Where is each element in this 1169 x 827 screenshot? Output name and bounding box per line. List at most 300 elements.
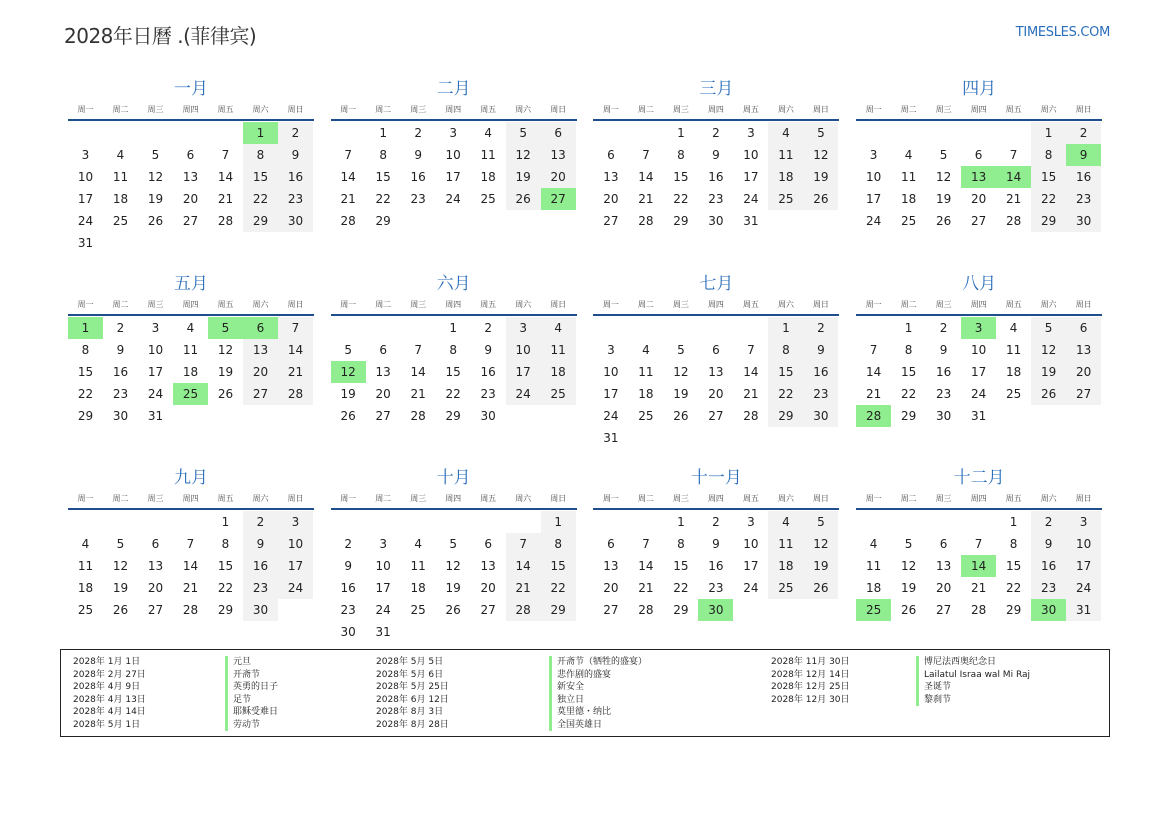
day-cell: 21 [638,192,654,206]
day-cell: 27 [147,603,164,617]
day-cell: 18 [768,555,803,577]
day-cell: 26 [147,214,164,228]
day-cell: 21 [638,581,654,595]
weekday-label: 周六 [777,299,794,309]
day-cell: 25 [900,214,917,228]
day-cell: 18 [768,166,803,188]
day-cell: 2 [1031,511,1066,533]
day-cell: 22 [541,577,576,599]
day-cell: 18 [865,581,882,595]
weekday-label: 周六 [252,105,269,114]
day-cell: 11 [112,170,129,184]
holiday-date: 2028年 11月 30日 [771,657,850,667]
day-cell: 15 [1005,559,1022,573]
weekday-label: 周日 [287,299,304,309]
weekday-label: 周五 [217,299,234,309]
day-cell: 5 [803,122,838,144]
day-cell: 13 [147,559,164,573]
day-cell: 23 [340,603,356,617]
day-cell: 26 [506,188,541,210]
weekday-header [331,493,577,505]
weekday-header [68,299,314,311]
weekday-label: 周五 [1005,494,1022,503]
day-cell: 3 [1066,511,1101,533]
day-cell: 1 [541,511,576,533]
month-block [68,74,314,254]
weekday-label: 周五 [480,494,497,503]
holiday-dates-column [771,656,850,706]
month-block [856,74,1102,254]
day-cell: 5 [116,537,125,551]
day-cell: 9 [939,342,948,357]
day-cell: 11 [410,559,426,573]
weekday-label: 周一 [865,299,882,309]
day-cell: 6 [607,148,615,162]
day-cell: 17 [603,386,619,401]
day-cell: 22 [768,383,803,405]
day-cell: 7 [642,537,650,551]
day-cell: 7 [414,342,422,357]
day-cell: 2 [414,126,422,140]
holiday-list [60,649,1110,737]
day-cell: 22 [673,192,689,206]
weekday-label: 周日 [287,494,304,503]
day-cell: 13 [375,364,391,379]
day-cell: 27 [603,603,619,617]
day-cell: 28 [506,599,541,621]
day-cell: 17 [77,192,94,206]
weekday-label: 周三 [672,299,689,309]
day-cell: 4 [1009,320,1018,335]
day-cell: 8 [904,342,913,357]
day-cell: 16 [708,559,724,573]
holiday-date: 2028年 5月 5日 [376,657,444,667]
day-cell: 17 [743,170,759,184]
day-cell: 14 [217,170,234,184]
day-cell: 8 [677,537,685,551]
day-cell: 27 [708,408,724,423]
day-cell: 15 [445,364,461,379]
day-cell: 5 [344,342,352,357]
holiday-names-column [549,656,647,731]
header-rule [68,314,314,316]
weekday-header [856,104,1102,116]
day-cell: 10 [603,364,619,379]
day-cell: 7 [221,148,230,162]
weekday-label: 周三 [672,105,689,114]
day-cell: 9 [1031,533,1066,555]
day-cell: 16 [803,361,838,383]
day-cell: 12 [673,364,689,379]
day-cell: 4 [484,126,492,140]
day-cell: 11 [182,342,199,357]
day-cell: 4 [768,511,803,533]
day-cell: 28 [340,214,356,228]
day-cell: 30 [480,408,496,423]
brand-link[interactable]: TIMESLES.COM [1015,25,1110,40]
day-cell: 10 [1066,533,1101,555]
day-cell: 3 [449,126,457,140]
weekday-header [68,104,314,116]
holiday-day-cell: 30 [698,599,733,621]
day-cell: 2 [712,515,720,529]
day-cell: 5 [151,148,160,162]
day-cell: 1 [1009,515,1018,529]
day-cell: 28 [638,214,654,228]
day-cell: 3 [379,537,387,551]
day-cell: 3 [506,317,541,339]
day-cell: 8 [1009,537,1018,551]
day-cell: 6 [151,537,160,551]
month-name: 七月 [699,273,734,294]
day-cell: 20 [603,192,619,206]
day-cell: 21 [865,386,882,401]
holiday-date: 2028年 8月 28日 [376,719,449,730]
day-cell: 10 [506,339,541,361]
day-cell: 10 [445,148,461,162]
day-cell: 8 [379,148,387,162]
day-cell: 3 [869,148,878,162]
day-cell: 16 [112,364,129,379]
day-cell: 28 [743,408,759,423]
day-cell: 8 [677,148,685,162]
weekday-label: 周四 [707,299,724,309]
weekday-label: 周四 [445,299,462,309]
day-cell: 6 [974,148,983,162]
weekday-header [593,299,839,311]
day-cell: 2 [803,317,838,339]
day-cell: 19 [445,581,461,595]
month-block [856,269,1102,449]
header-rule [856,119,1102,121]
day-cell: 7 [278,317,313,339]
day-cell: 12 [1031,339,1066,361]
weekday-header [856,493,1102,505]
day-cell: 6 [939,537,948,551]
holiday-day-cell: 30 [1031,599,1066,621]
day-cell: 19 [803,555,838,577]
holiday-day-cell: 6 [243,317,278,339]
day-cell: 25 [77,603,94,617]
day-cell: 21 [506,577,541,599]
weekday-label: 周三 [672,494,689,503]
month-name: 十一月 [690,468,742,488]
day-cell: 16 [935,364,952,379]
holiday-dates-column [73,656,146,731]
day-cell: 7 [344,148,352,162]
weekday-label: 周二 [375,494,392,503]
day-cell: 3 [607,342,615,357]
day-cell: 14 [182,559,199,573]
day-cell: 12 [803,533,838,555]
day-cell: 4 [642,342,650,357]
weekday-label: 周二 [900,299,917,309]
day-cell: 26 [217,386,234,401]
day-cell: 14 [410,364,426,379]
weekday-header [331,104,577,116]
day-cell: 26 [935,214,952,228]
day-cell: 3 [747,126,755,140]
day-cell: 29 [768,405,803,427]
day-cell: 9 [712,537,720,551]
day-cell: 21 [340,192,356,206]
day-cell: 3 [278,511,313,533]
weekday-label: 周六 [777,105,794,114]
day-cell: 29 [1005,603,1022,617]
weekday-label: 周五 [742,299,759,309]
day-cell: 8 [768,339,803,361]
day-cell: 19 [506,166,541,188]
day-cell: 30 [112,408,129,423]
weekday-label: 周三 [147,299,164,309]
weekday-label: 周日 [812,494,829,503]
weekday-label: 周一 [602,299,619,309]
day-cell: 26 [900,603,917,617]
month-block [593,74,839,254]
weekday-label: 周二 [900,105,917,114]
header-rule [331,314,577,316]
day-cell: 29 [445,408,461,423]
day-cell: 29 [673,214,689,228]
day-cell: 11 [480,148,496,162]
day-cell: 9 [116,342,125,357]
weekday-label: 周三 [935,299,952,309]
day-cell: 23 [708,581,724,595]
day-cell: 22 [375,192,391,206]
day-cell: 22 [1031,188,1066,210]
day-cell: 26 [445,603,461,617]
day-cell: 24 [865,214,882,228]
holiday-day-cell: 14 [996,166,1031,188]
day-cell: 15 [77,364,94,379]
month-name: 九月 [174,468,208,488]
day-cell: 20 [182,192,199,206]
day-cell: 25 [768,188,803,210]
day-cell: 17 [743,559,759,573]
holiday-name: 劳动节 [233,719,261,730]
day-cell: 20 [243,361,278,383]
day-cell: 24 [278,577,313,599]
weekday-label: 周二 [900,494,917,503]
weekday-label: 周六 [515,494,532,503]
day-cell: 25 [480,192,496,206]
day-cell: 26 [1031,383,1066,405]
day-cell: 17 [506,361,541,383]
day-cell: 8 [541,533,576,555]
day-cell: 26 [803,188,838,210]
day-cell: 25 [112,214,129,228]
holiday-day-cell: 5 [208,317,243,339]
day-cell: 9 [344,559,352,573]
day-cell: 19 [1031,361,1066,383]
day-cell: 24 [603,408,619,423]
day-cell: 12 [935,170,952,184]
day-cell: 1 [904,320,913,335]
day-cell: 28 [970,603,987,617]
day-cell: 22 [217,581,234,595]
day-cell: 12 [445,559,461,573]
day-cell: 6 [379,342,387,357]
day-cell: 16 [1066,166,1101,188]
day-cell: 1 [677,126,685,140]
day-cell: 20 [480,581,496,595]
weekday-label: 周五 [1005,105,1022,114]
weekday-label: 周五 [480,105,497,114]
day-cell: 17 [445,170,461,184]
day-cell: 9 [803,339,838,361]
day-cell: 18 [410,581,426,595]
weekday-label: 周三 [935,105,952,114]
day-cell: 20 [541,166,576,188]
month-name: 一月 [174,79,208,99]
holiday-date: 2028年 2月 27日 [73,669,146,680]
day-cell: 13 [708,364,724,379]
day-cell: 2 [939,320,948,335]
holiday-date: 2028年 12月 30日 [771,694,850,705]
holiday-name: 新安全 [557,682,585,692]
day-cell: 10 [743,537,759,551]
day-cell: 27 [970,214,987,228]
weekday-label: 周一 [602,105,619,114]
weekday-label: 周日 [1075,105,1092,114]
holiday-day-cell: 27 [541,188,576,210]
holiday-day-cell: 9 [1066,144,1101,166]
day-cell: 15 [768,361,803,383]
holiday-day-cell: 13 [961,166,996,188]
day-cell: 21 [743,386,759,401]
weekday-label: 周五 [742,105,759,114]
day-cell: 8 [449,342,457,357]
day-cell: 21 [217,192,234,206]
day-cell: 24 [1066,577,1101,599]
weekday-label: 周六 [515,105,532,114]
header-rule [68,119,314,121]
header-rule [331,508,577,510]
weekday-label: 周日 [812,105,829,114]
day-cell: 30 [278,210,313,232]
day-cell: 17 [865,192,882,206]
day-cell: 22 [77,386,94,401]
weekday-label: 周一 [77,494,94,503]
holiday-name: 元旦 [233,657,252,667]
day-cell: 13 [603,559,619,573]
month-name: 十月 [436,468,471,488]
day-cell: 8 [81,342,90,357]
holiday-name: 全国英雄日 [557,719,603,730]
day-cell: 31 [743,214,759,228]
day-cell: 29 [1031,210,1066,232]
day-cell: 21 [278,361,313,383]
day-cell: 14 [278,339,313,361]
holiday-day-cell: 25 [173,383,208,405]
day-cell: 16 [243,555,278,577]
weekday-label: 周四 [182,494,199,503]
weekday-label: 周二 [112,105,129,114]
day-cell: 23 [410,192,426,206]
header-rule [593,508,839,510]
day-cell: 23 [803,383,838,405]
day-cell: 5 [449,537,457,551]
day-cell: 12 [900,559,917,573]
weekday-label: 周六 [515,299,532,309]
day-cell: 11 [768,533,803,555]
weekday-label: 周六 [1040,494,1057,503]
month-name: 八月 [962,273,997,294]
weekday-label: 周二 [112,494,129,503]
day-cell: 13 [182,170,199,184]
day-cell: 31 [147,408,164,423]
holiday-dates-column [376,656,449,731]
day-cell: 4 [541,317,576,339]
day-cell: 7 [506,533,541,555]
day-cell: 21 [970,581,987,595]
weekday-label: 周五 [217,105,234,114]
weekday-label: 周一 [865,494,882,503]
day-cell: 24 [77,214,94,228]
day-cell: 8 [243,144,278,166]
day-cell: 23 [1031,577,1066,599]
day-cell: 10 [147,342,164,357]
weekday-label: 周六 [252,299,269,309]
day-cell: 29 [217,603,234,617]
day-cell: 23 [243,577,278,599]
weekday-header [68,493,314,505]
holiday-date: 2028年 4月 13日 [73,694,146,705]
day-cell: 29 [541,599,576,621]
day-cell: 4 [116,148,125,162]
month-block [593,269,839,449]
day-cell: 2 [1066,122,1101,144]
holiday-day-cell: 12 [331,361,366,383]
weekday-label: 周五 [217,494,234,503]
holiday-date: 2028年 1月 1日 [73,657,141,667]
holiday-day-cell: 14 [961,555,996,577]
header-rule [593,314,839,316]
day-cell: 23 [480,386,496,401]
holiday-names-column [225,656,278,731]
day-cell: 7 [747,342,755,357]
day-cell: 11 [541,339,576,361]
day-cell: 7 [642,148,650,162]
month-block [68,269,314,449]
holiday-name: 开斋节 [233,669,261,680]
day-cell: 11 [77,559,94,573]
day-cell: 30 [803,405,838,427]
day-cell: 17 [147,364,164,379]
weekday-label: 周四 [445,105,462,114]
holiday-date: 2028年 4月 14日 [73,707,146,717]
day-cell: 5 [939,148,948,162]
day-cell: 8 [221,537,230,551]
day-cell: 12 [112,559,129,573]
weekday-label: 周三 [935,494,952,503]
day-cell: 25 [1005,386,1022,401]
day-cell: 22 [1005,581,1022,595]
holiday-day-cell: 1 [243,122,278,144]
weekday-label: 周日 [287,105,304,114]
weekday-label: 周四 [182,105,199,114]
day-cell: 7 [974,537,983,551]
day-cell: 23 [935,386,952,401]
day-cell: 24 [506,383,541,405]
day-cell: 18 [638,386,654,401]
day-cell: 10 [970,342,987,357]
day-cell: 31 [603,430,619,445]
holiday-date: 2028年 6月 12日 [376,694,449,705]
weekday-label: 周三 [410,299,427,309]
weekday-label: 周四 [707,494,724,503]
header-rule [856,508,1102,510]
